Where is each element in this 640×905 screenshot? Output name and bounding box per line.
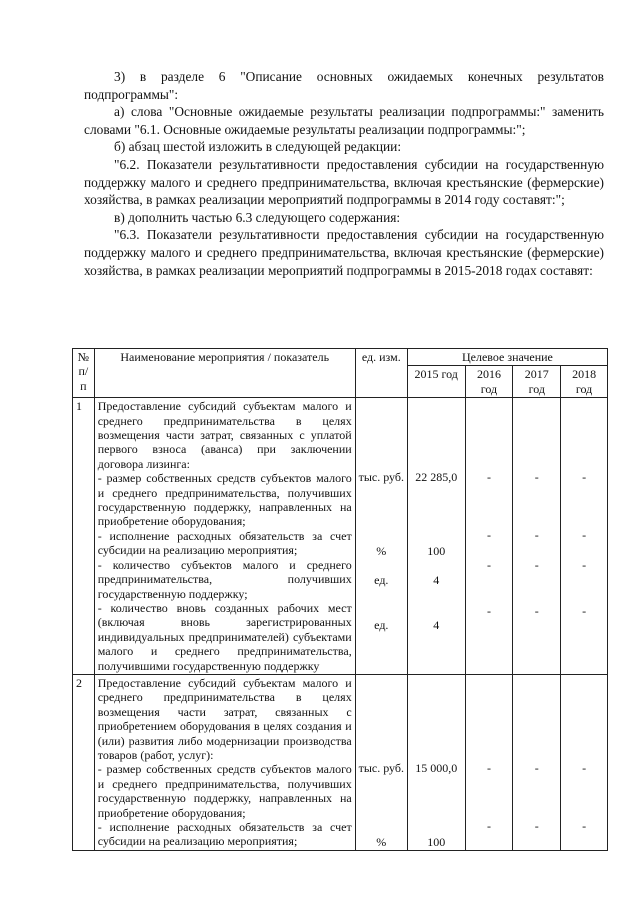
row-values-2017 (513, 674, 561, 850)
row-values-2018 (561, 674, 608, 850)
row-title: Предоставление субсидий субъектам малого и среднего предпринимательства в целях возмещения части затрат, связанных с приобретением оборудования в целях создания и (или) развития либо модернизации производства товаров (работ, услуг): (97, 675, 352, 762)
row-units (355, 398, 407, 675)
paragraph-2: а) слова "Основные ожидаемые результаты реализации подпрограммы:" заменить словами "6.1. Основные ожидаемые результаты реализации подпрограммы:"; (84, 104, 604, 137)
row-item: - размер собственных средств субъектов малого и среднего предпринимательства, получивших государственную поддержку, направленных на приобретение оборудования; (97, 471, 352, 529)
row-item: - количество вновь созданных рабочих мест (включая вновь зарегистрированных индивидуальных предпринимателей) субъектами малого и среднего предпринимательства, получившими государственную поддержку (97, 600, 352, 673)
value-2016: - (486, 470, 491, 485)
unit-value: % (376, 544, 387, 559)
row-item: - исполнение расходных обязательств за счет субсидии на реализацию мероприятия; (97, 528, 352, 558)
value-2015: 15 000,0 (415, 760, 458, 775)
value-2018: - (582, 818, 587, 833)
paragraph-5: в) дополнить частью 6.3 следующего содержания: (114, 209, 401, 225)
row-num: 1 (73, 398, 95, 675)
unit-value: % (376, 834, 387, 849)
paragraph-1: 3) в разделе 6 "Описание основных ожидаемых конечных результатов подпрограммы": (84, 69, 604, 102)
value-2017: - (534, 818, 539, 833)
table-row (73, 674, 608, 850)
header-year-2017: 2017 год (513, 366, 561, 398)
value-2018: - (582, 470, 587, 485)
row-values-2015 (407, 674, 465, 850)
header-num: № п/п (73, 349, 95, 398)
row-item: - исполнение расходных обязательств за счет субсидии на реализацию мероприятия; (97, 820, 352, 849)
paragraph-4: "6.2. Показатели результативности предоставления субсидии на государственную поддержку малого и среднего предпринимательства, включая крестьянские (фермерские) хозяйства, в рамках реализации мероприятий подпрограммы в 2014 году составят:"; (84, 156, 604, 208)
row-values-2018 (561, 398, 608, 675)
header-name: Наименование мероприятия / показатель (94, 349, 355, 398)
value-2018: - (582, 528, 587, 543)
row-values-2017 (513, 398, 561, 675)
table-row (73, 398, 608, 675)
value-2017: - (534, 558, 539, 573)
row-item: - количество субъектов малого и среднего предпринимательства, получивших государственную поддержку; (97, 557, 352, 601)
unit-value: тыс. руб. (358, 760, 404, 775)
row-values-2015 (407, 398, 465, 675)
value-2017: - (534, 528, 539, 543)
value-2015: 22 285,0 (415, 470, 458, 485)
value-2015: 100 (427, 834, 446, 849)
value-2015: 4 (433, 618, 440, 633)
value-2017: - (534, 604, 539, 619)
body-text (84, 68, 604, 279)
row-units (355, 674, 407, 850)
row-title: Предоставление субсидий субъектам малого и среднего предпринимательства в целях возмещения части затрат, связанных с уплатой первого взноса (аванса) при заключении договора лизинга: (97, 399, 352, 471)
header-year-2015: 2015 год (407, 366, 465, 398)
paragraph-3: б) абзац шестой изложить в следующей редакции: (114, 139, 402, 155)
row-description (94, 674, 355, 850)
value-2018: - (582, 558, 587, 573)
row-item: - размер собственных средств субъектов малого и среднего предпринимательства, получивших государственную поддержку, направленных на приобретение оборудования; (97, 762, 352, 820)
header-target: Целевое значение (407, 349, 607, 366)
row-values-2016 (465, 674, 513, 850)
row-description (94, 398, 355, 675)
table-header-row (73, 349, 608, 366)
unit-value: ед. (374, 618, 389, 633)
value-2016: - (486, 604, 491, 619)
value-2015: 100 (427, 544, 446, 559)
indicators-table (72, 348, 608, 851)
value-2017: - (534, 760, 539, 775)
value-2015: 4 (433, 573, 440, 588)
value-2016: - (486, 558, 491, 573)
paragraph-6: "6.3. Показатели результативности предоставления субсидии на государственную поддержку малого и среднего предпринимательства, включая крестьянские (фермерские) хозяйства, в рамках реализации мероприятий подпрограммы в 2015-2018 годах составят: (84, 227, 604, 278)
header-year-2018: 2018 год (561, 366, 608, 398)
value-2016: - (486, 528, 491, 543)
value-2018: - (582, 760, 587, 775)
row-num: 2 (73, 674, 95, 850)
unit-value: тыс. руб. (358, 470, 404, 485)
unit-value: ед. (374, 573, 389, 588)
row-values-2016 (465, 398, 513, 675)
value-2018: - (582, 604, 587, 619)
value-2017: - (534, 470, 539, 485)
value-2016: - (486, 760, 491, 775)
header-unit: ед. изм. (355, 349, 407, 398)
header-year-2016: 2016 год (465, 366, 513, 398)
value-2016: - (486, 818, 491, 833)
